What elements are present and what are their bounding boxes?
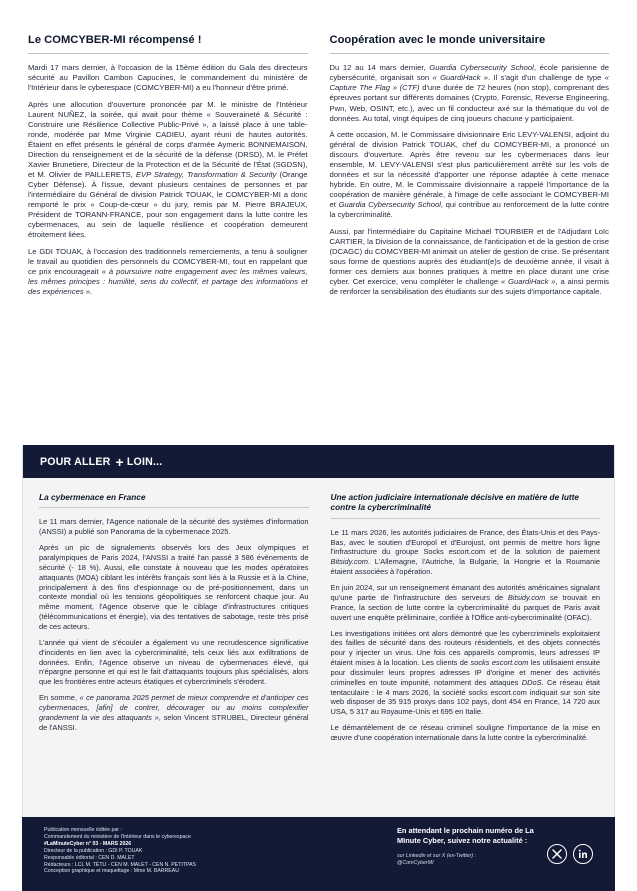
- article-university-title: Coopération avec le monde universitaire: [330, 34, 610, 54]
- article-cybermenace: [39, 492, 309, 749]
- follow-handle: sur Linkedin et sur X (ex-Twitter) : @ComCyberMI: [397, 853, 477, 867]
- follow-title: En attendant le prochain numéro de La MInute Cyber, suivez notre actualité :: [397, 826, 534, 845]
- article-award-title: Le COMCYBER-MI récompensé !: [28, 34, 308, 54]
- article-award-p2: Après une allocution d'ouverture prononcée par M. le ministre de l'Intérieur Laurent NUÑEZ, la soirée, qui avait pour thème « Souveraineté & Sécurité : Construire une Résilience Collective Public-Privé », a laissé place à une table-ronde, modérée par Mme Virginie CADIEU, ayant réuni de hautes autorités. Étaient en effet présents le général de corps d'armée Aymeric BONNEMAISON, Direction du renseignement et de la sécurité de la défense (DRSD), M. le Préfet Xavier Brunetiere, Directeur de la Protection et de la Sécurité de l'État (SGDSN), et M. Olivier de PAILLERETS, EVP Strategy, Transformation & Security (Orange Cyber Défense). À l'issue, devant plusieurs centaines de personnes et par l'intermédiaire du Général de division Patrick TOUAK, le COMCYBER-MI a donc remporté le prix « Coup-de-cœur » du jury, remis par M. Pierre BRAJEUX, Président de TORANN-FRANCE, pour son engagement dans la lutte contre les cybermenaces, au sein de laquelle résilience et coopération demeurent étroitement liées.: [28, 99, 308, 240]
- social-links: [547, 844, 593, 864]
- plus-icon: +: [115, 453, 124, 470]
- article-cybermenace-p2: Après un pic de signalements observés lors des Jeux olympiques et paralympiques de Paris 2024, l'ANSSI a traité l'an passé 3 586 événements de sécurité (- 18 %). Aussi, elle constate à nouveau que les modes opératoires attaquants (MOA) ciblant les intérêts français sont liés à la Russie et à la Chine, principalement à des fins d'espionnage ou de pré-positionnement, dans un contexte mondial où les tensions géopolitiques se renforcent chaque jour. Au même moment, l'Agence observe que le ciblage d'infrastructures critiques (télécommunications et énergie), via des tentatives de sabotage, reste très prisé de ces acteurs.: [39, 543, 309, 631]
- article-cybermenace-p3: L'année qui vient de s'écouler a également vu une recrudescence significative d'incidents en lien avec la cybercriminalité, tels ceux liés aux exfiltrations de données. Enfin, l'Agence observe un niveau de cybermenaces élevé, qui n'épargne personne et qui est le fait d'attaquants toujours plus spécialisés, alors que les frontières entre acteurs étatiques et cybercriminels s'érodent.: [39, 637, 309, 687]
- article-university-p2: À cette occasion, M. le Commissaire divisionnaire Eric LEVY-VALENSI, adjoint du général de division Patrick TOUAK, chef du COMCYBER-MI, a prononcé un discours d'ouverture. Après être revenu sur les cybermenaces dans leur ensemble, M. LEVY-VALENSI s'est plus particulièrement arrêté sur les vols de données et sur la nécessité d'apporter une réponse adaptée à cette menace hybride. En outre, M. le Commissaire divisionnaire a rappelé l'importance de la coopération de manière générale, à l'image de celle associant le COMCYBER-MI et Guardia Cybersecurity School, qui contribue au renforcement de la lutte contre la cybercriminalité.: [329, 130, 610, 220]
- article-judiciaire-p2: En juin 2024, sur un renseignement émanant des autorités américaines signalant qu'une partie de l'infrastructure des serveurs de Bitsidy.com se trouvait en France, la section de lutte contre la cybercriminalité du parquet de Paris avait ouvert une enquête préliminaire, confiée à l'Office anti-cybercriminalité (OFAC).: [330, 583, 601, 622]
- article-award: [28, 34, 308, 436]
- article-judiciaire-p3: Les investigations initiées ont alors démontré que les cybercriminels exploitaient des failles de sécurité dans des routeurs résidentiels, et des objets connectés pour y injecter un virus. Une fois ces appareils compromis, leurs adresses IP étaient mises à la location. Les clients de socks escort.com les utilisaient ensuite pour dissimuler leurs propres adresses IP d'origine et mener des activités criminelles en toute impunité, notamment des attaques DDoS. Ce réseau était tentaculaire : le 4 mars 2026, la société socks escort.com indiquait sur son site web disposer de 35 915 proxys dans 102 pays, dont 454 en France, 14 720 aux USA, 5 317 au Royaume-Unis et 695 en Italie.: [330, 628, 600, 717]
- article-cybermenace-title: La cybermenace en France: [39, 492, 309, 508]
- footer: [22, 817, 615, 891]
- x-icon[interactable]: [547, 844, 567, 864]
- article-judiciaire: [331, 492, 601, 749]
- linkedin-icon[interactable]: [573, 844, 593, 864]
- further-reading-header: POUR ALLER + LOIN...: [23, 445, 614, 478]
- top-articles: [28, 34, 609, 436]
- further-reading-columns: [39, 492, 600, 749]
- follow-block: [397, 826, 557, 868]
- article-university-p1: Du 12 au 14 mars dernier, Guardia Cybersecurity School, école parisienne de cybersécurité, organisait son « GuardiHack ». Il s'agit d'un challenge de type « Capture The Flag » (CTF) d'une durée de 72 heures (non stop), comprenant des épreuves portant sur différents domaines (Crypto, Forensic, Reverse Engineering, Pwn, Web, OSINT, etc.), avec un fil conducteur axé sur la thématique du vol de données. Au total, vingt équipes de cinq joueurs chacune y participaient.: [329, 63, 609, 123]
- article-cybermenace-p1: Le 11 mars dernier, l'Agence nationale de la sécurité des systèmes d'information (ANSSI) a publié son Panorama de la cybermenace 2025.: [39, 517, 309, 537]
- article-university-p3: Aussi, par l'intermédiaire du Capitaine Michaël TOURBIER et de l'Adjudant Loïc CARTIER, la Division de la connaissance, de l'anticipation et de la gestion de crise (DCAGC) du COMCYBER-MI animait un atelier de gestion de crise. Se présentant sous forme de questions auprès des étudiant(e)s de deuxième année, il visait à former ces derniers aux bonnes pratiques à mettre en place durant une crise cyber. Cet exercice, venu compléter le challenge « GuardiHack », a ainsi permis de renforcer la sensibilisation des étudiants sur des sujets d'importance capitale.: [329, 226, 610, 296]
- article-judiciaire-p4: Le démantèlement de ce réseau criminel souligne l'importance de la mise en œuvre d'une coopération internationale dans la lutte contre la cybercriminalité.: [330, 723, 600, 743]
- article-judiciaire-p1: Le 11 mars 2026, les autorités judiciaires de France, des États-Unis et des Pays-Bas, avec le soutien d'Europol et d'Eurojust, ont permis de mettre hors ligne l'infrastructure du groupe Socks escort.com et de la solution de paiement Bitsidy.com. L'Allemagne, l'Autriche, la Bulgarie, la Hongrie et la Roumanie étaient associées à l'opération.: [330, 527, 600, 577]
- publication-credits: Publication mensuelle éditée par : Commandement du ministère de l'Intérieur dans le cyberespace #LaMinuteCyber n° 03 - MARS 2026 Directeur de la publication : GDI P. TOUAK Responsable éditorial : CEN D. MALET Rédacteurs : LCL M. TÉTU - CEN M. MALET - CEN N. PETITPAS Conception graphique et maquettage : Mme M. BARREAU: [44, 827, 197, 875]
- article-university: [330, 34, 610, 436]
- article-award-p3: Le GDI TOUAK, à l'occasion des traditionnels remerciements, a tenu à souligner le travail au quotidien des personnels du COMCYBER-MI, tout en rappelant que ce prix encourageait « à poursuivre notre engagement avec les mêmes valeurs, les mêmes principes : humilité, sens du collectif, et partage des informations et des expériences ».: [28, 246, 308, 296]
- article-award-p1: Mardi 17 mars dernier, à l'occasion de la 15ème édition du Gala des directeurs sécurité au Pavillon Cambon Capucines, le commandement du ministère de l'Intérieur dans le cyberespace (COMCYBER-MI) a eu l'honneur d'être primé.: [28, 63, 308, 93]
- article-cybermenace-p4: En somme, « ce panorama 2025 permet de mieux comprendre et d'anticiper ces cybermenaces, [afin] de contrer, décourager ou au moins complexifier grandement la vie des attaquants », selon Vincent STRUBEL, Directeur général de l'ANSSI.: [39, 693, 309, 732]
- article-judiciaire-title: Une action judiciaire internationale décisive en matière de lutte contre la cybercriminalité: [331, 492, 601, 519]
